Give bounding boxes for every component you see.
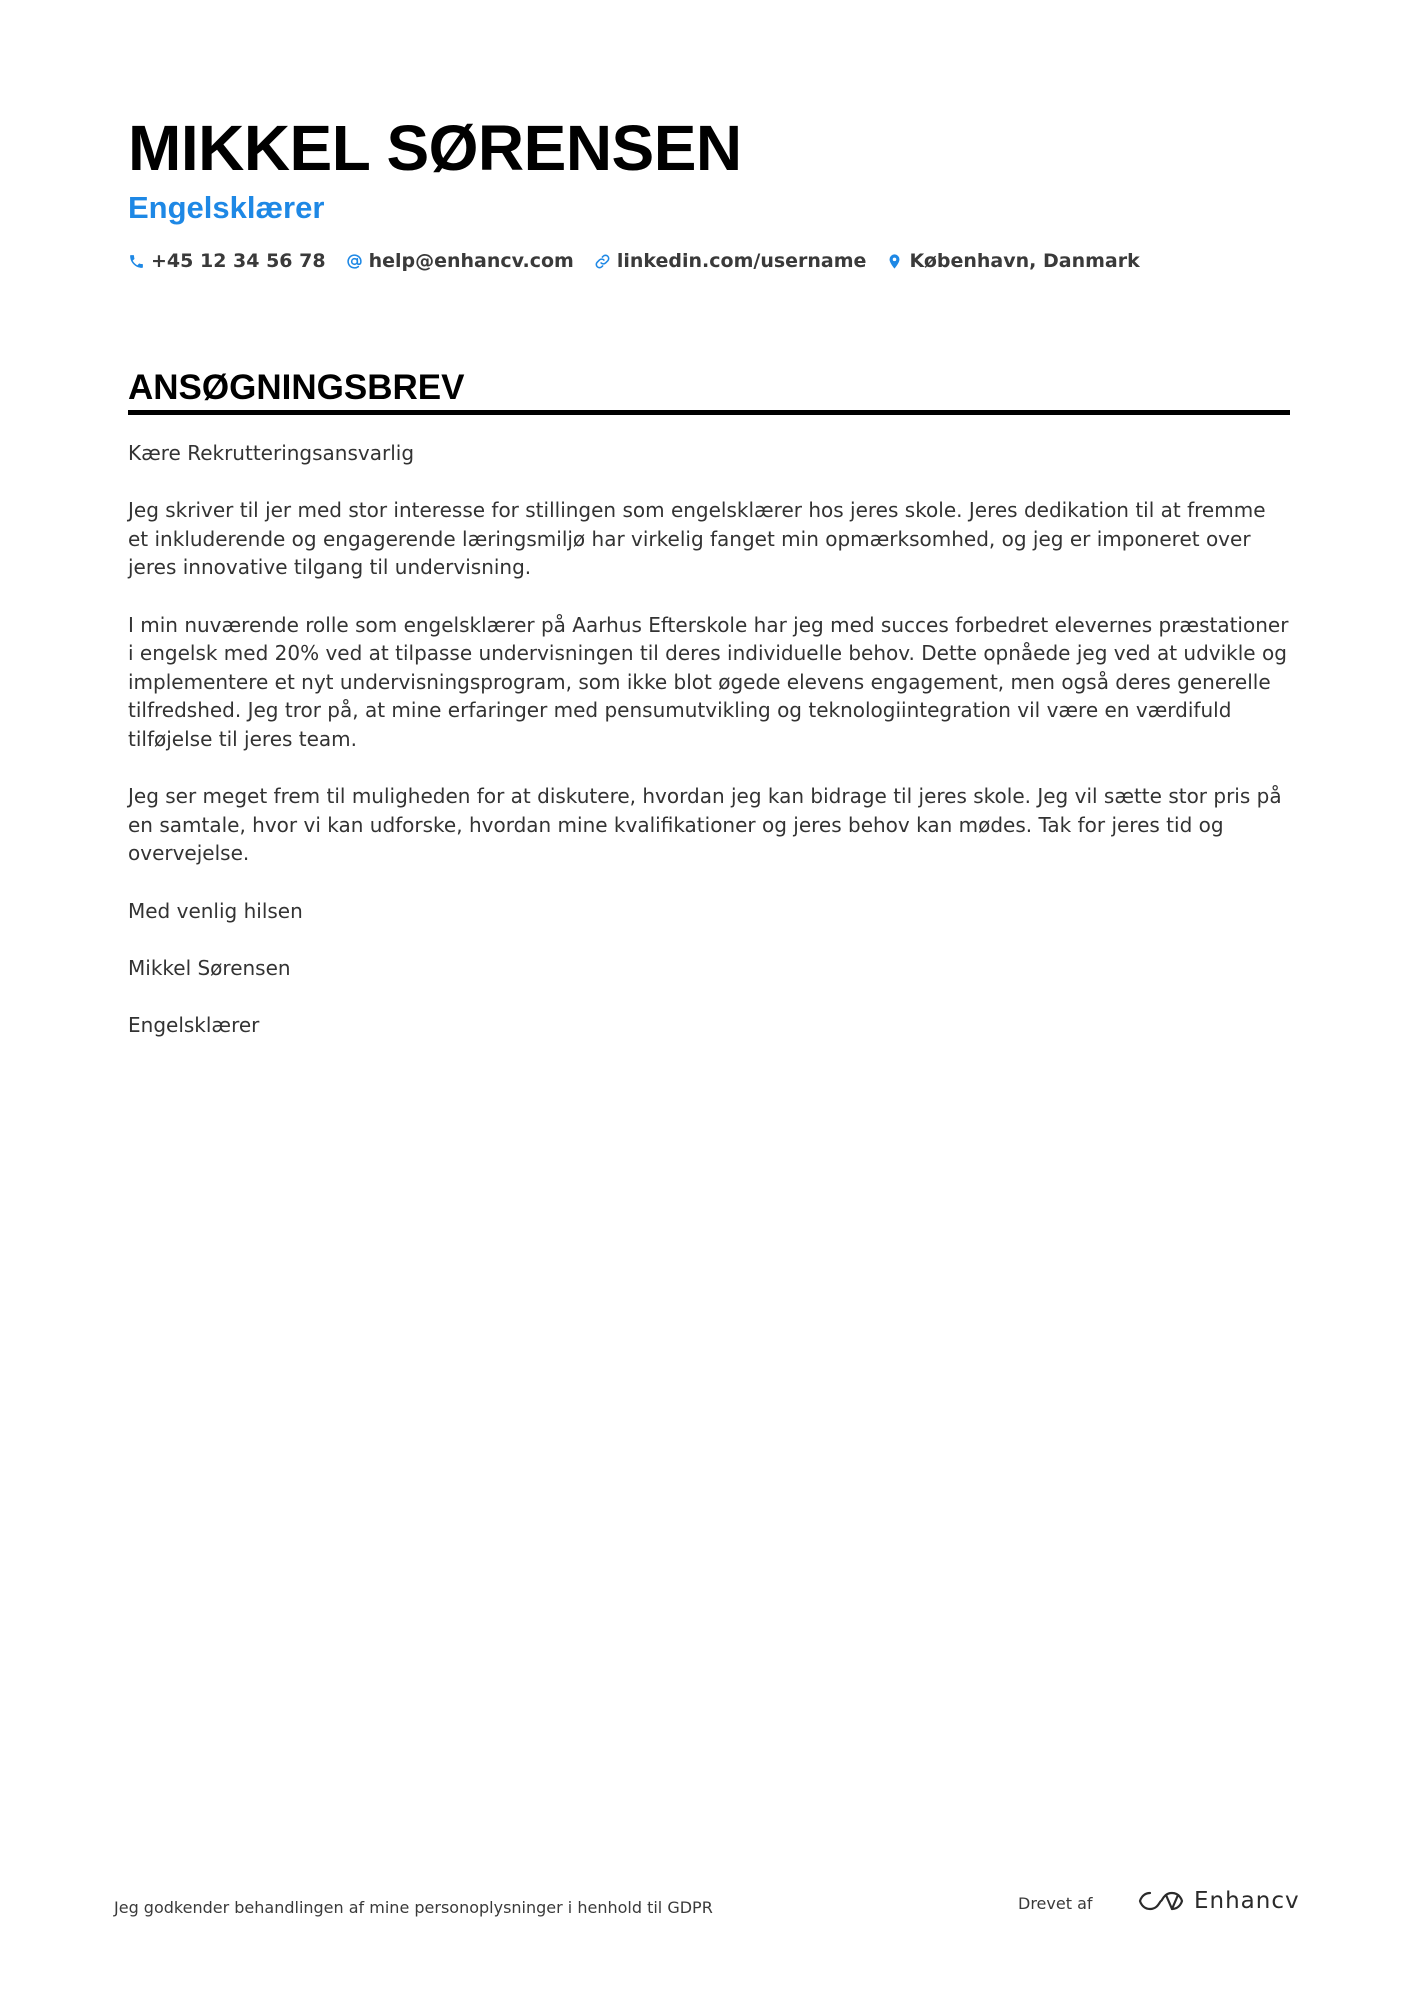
letter-body bbox=[128, 439, 1290, 1039]
powered-by-label: Drevet af bbox=[1018, 1894, 1093, 1913]
letter-paragraph-3: Jeg ser meget frem til muligheden for at diskutere, hvordan jeg kan bidrage til jeres skole. Jeg vil sætte stor pris på en samtale, hvor vi kan udforske, hvordan mine kvalifikationer og jeres behov kan mødes. Tak for jeres tid og overvejelse. bbox=[128, 784, 1282, 866]
letter-closing: Med venlig hilsen bbox=[128, 898, 303, 923]
email-text: help@enhancv.com bbox=[368, 250, 574, 272]
contact-phone bbox=[128, 250, 326, 272]
signature-title: Engelsklærer bbox=[128, 1012, 260, 1037]
phone-icon bbox=[128, 253, 145, 270]
gdpr-consent-text: Jeg godkender behandlingen af mine personoplysninger i henhold til GDPR bbox=[114, 1898, 713, 1917]
location-text: København, Danmark bbox=[909, 250, 1140, 272]
enhancv-brand[interactable] bbox=[1138, 1888, 1300, 1914]
contact-bar bbox=[128, 250, 1288, 272]
contact-location bbox=[886, 250, 1139, 272]
enhancv-logo-icon bbox=[1138, 1889, 1184, 1913]
applicant-name: MIKKEL SØRENSEN bbox=[128, 112, 742, 184]
applicant-role: Engelsklærer bbox=[128, 190, 325, 225]
brand-name: Enhancv bbox=[1194, 1888, 1300, 1914]
letter-paragraph-1: Jeg skriver til jer med stor interesse for stillingen som engelsklærer hos jeres skole. Jeres dedikation til at fremme et inkluderende og engagerende læringsmiljø har virkelig fanget min opmærksomhed, og jeg er imponeret over jeres innovative tilgang til undervisning. bbox=[128, 498, 1266, 580]
letter-paragraph-2: I min nuværende rolle som engelsklærer på Aarhus Efterskole har jeg med succes forbedret elevernes præstationer i engelsk med 20% ved at tilpasse undervisningen til deres individuelle behov. Dette opnåede jeg ved at udvikle og implementere et nyt undervisningsprogram, som ikke blot øgede elevens engagement, men også deres generelle tilfredshed. Jeg tror på, at mine erfaringer med pensumutvikling og teknologiintegration vil være en værdifuld tilføjelse til jeres team. bbox=[128, 612, 1289, 751]
at-icon bbox=[346, 253, 363, 270]
signature-name: Mikkel Sørensen bbox=[128, 955, 291, 980]
contact-linkedin[interactable] bbox=[594, 250, 867, 272]
phone-text: +45 12 34 56 78 bbox=[151, 250, 326, 272]
letter-section bbox=[128, 366, 1290, 1068]
header bbox=[128, 110, 1288, 272]
footer bbox=[114, 1888, 1300, 1924]
contact-email[interactable] bbox=[346, 250, 574, 272]
linkedin-text: linkedin.com/username bbox=[616, 250, 867, 272]
link-icon bbox=[594, 253, 611, 270]
section-divider bbox=[128, 410, 1290, 415]
section-title: ANSØGNINGSBREV bbox=[128, 368, 465, 407]
location-pin-icon bbox=[886, 253, 903, 270]
letter-greeting: Kære Rekrutteringsansvarlig bbox=[128, 441, 415, 465]
